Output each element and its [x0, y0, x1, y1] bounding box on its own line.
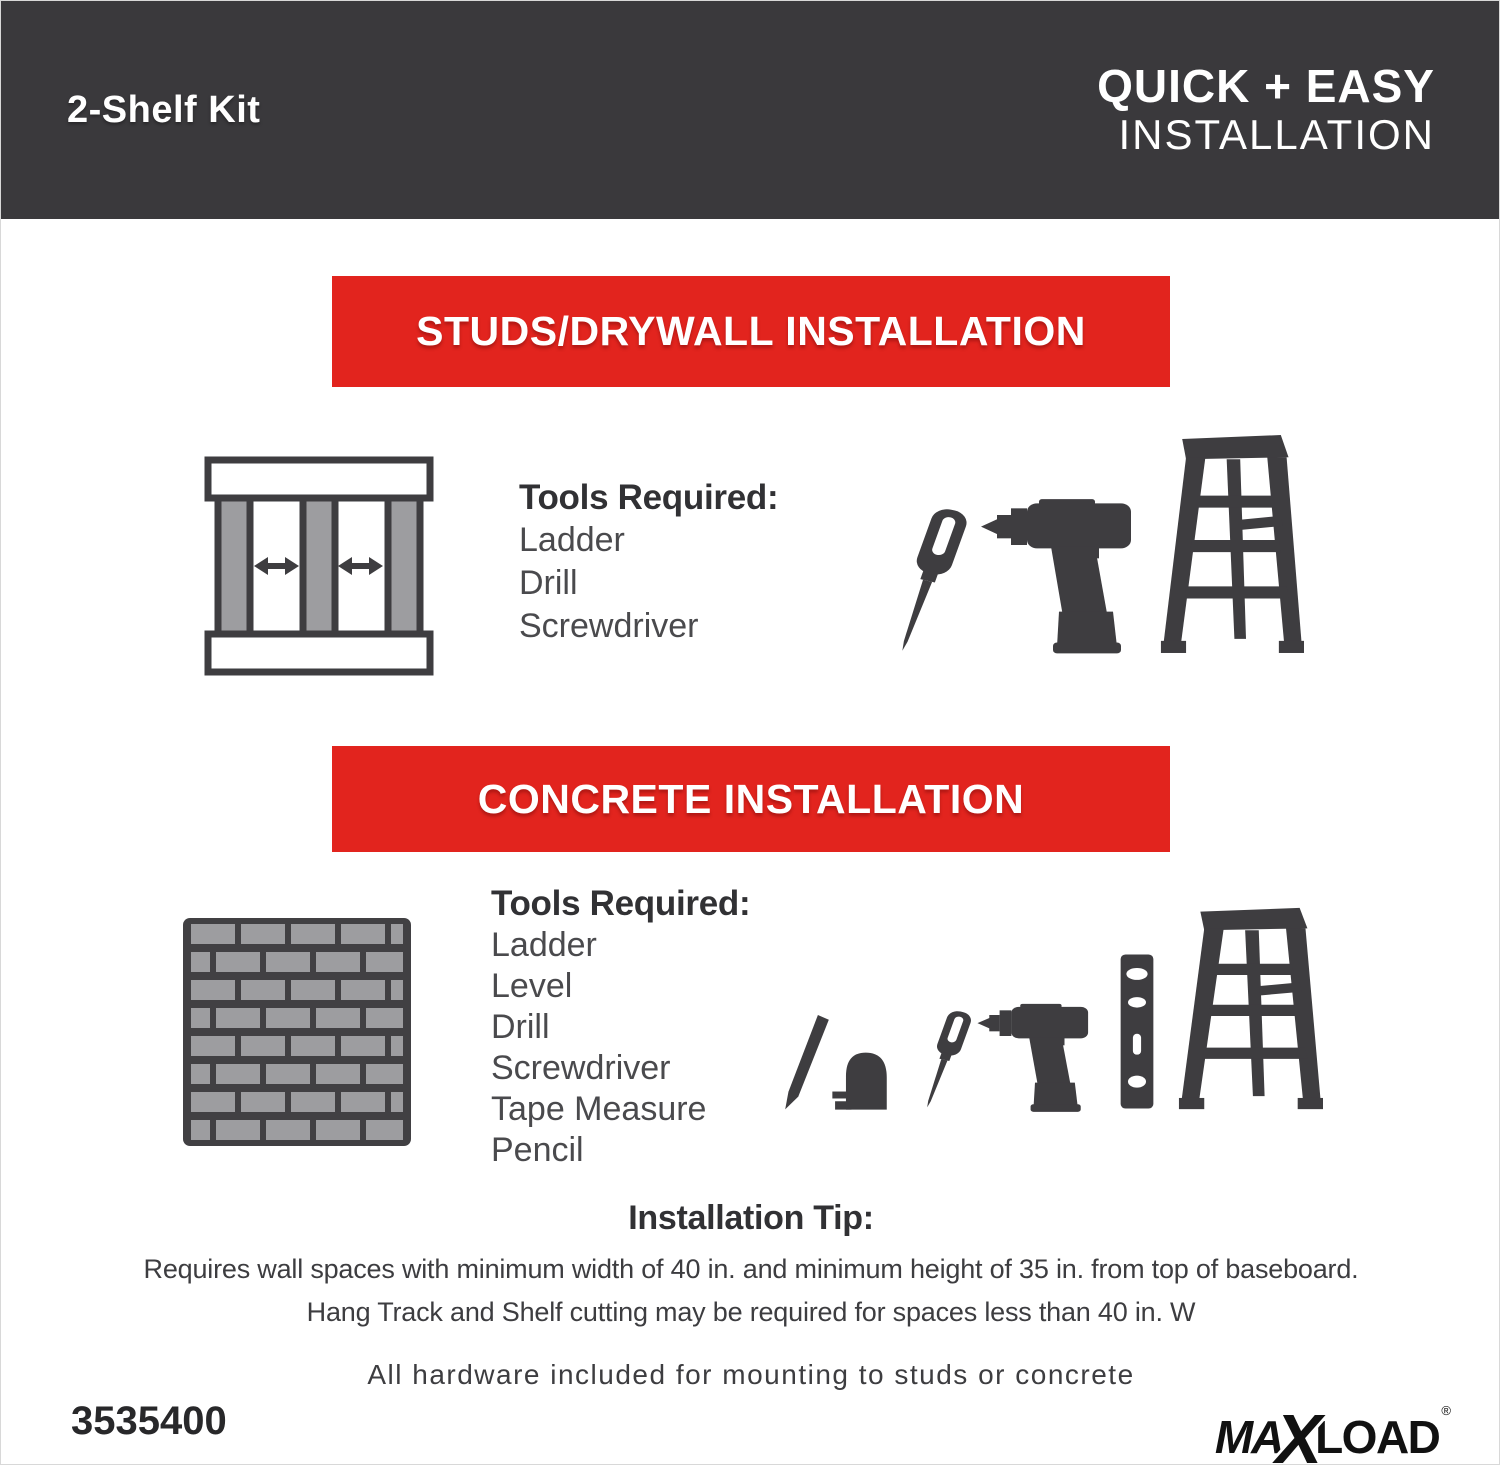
ladder-icon: [1159, 433, 1304, 655]
pencil-icon: [783, 1015, 831, 1111]
tool-item: Drill: [519, 564, 578, 602]
tool-item: Screwdriver: [519, 607, 699, 645]
tools-required-concrete: [491, 883, 750, 1171]
tool-item: Screwdriver: [491, 1049, 671, 1087]
studs-drywall-banner-label: STUDS/DRYWALL INSTALLATION: [416, 308, 1086, 354]
installation-tip-line1: Requires wall spaces with minimum width of 40 in. and minimum height of 35 in. from top of baseboard.: [143, 1254, 1359, 1284]
installation-tip-heading: Installation Tip:: [628, 1199, 874, 1237]
tape-measure-icon: [831, 1047, 899, 1111]
tagline-line1: QUICK + EASY: [1097, 59, 1435, 112]
tool-item: Pencil: [491, 1131, 584, 1169]
registered-trademark-icon: ®: [1441, 1403, 1451, 1418]
tagline-line2: INSTALLATION: [1118, 111, 1435, 159]
tool-item: Level: [491, 967, 573, 1005]
sku-number: 3535400: [71, 1399, 227, 1443]
header-bar: [1, 1, 1500, 219]
concrete-banner-label: CONCRETE INSTALLATION: [477, 775, 1025, 822]
drill-icon: [976, 1001, 1094, 1113]
tools-required-studs: [519, 477, 778, 648]
maxload-logo-ma: MA: [1214, 1411, 1283, 1463]
tool-item: Drill: [491, 1008, 550, 1046]
brick-wall-icon: [183, 918, 411, 1146]
tools-required-heading: Tools Required:: [491, 884, 751, 923]
concrete-banner: [332, 746, 1170, 852]
maxload-logo: [1215, 1397, 1451, 1465]
studs-drywall-banner: [332, 276, 1170, 387]
tools-required-heading: Tools Required:: [519, 478, 779, 517]
tool-item: Tape Measure: [491, 1090, 707, 1128]
tool-item: Ladder: [491, 926, 597, 964]
maxload-logo-load: LOAD: [1315, 1411, 1440, 1463]
installation-tip-line2: Hang Track and Shelf cutting may be required for spaces less than 40 in. W: [306, 1297, 1196, 1327]
screwdriver-icon: [886, 506, 971, 656]
level-icon: [1119, 953, 1155, 1110]
product-title: 2-Shelf Kit: [67, 88, 261, 131]
screwdriver-icon: [916, 1009, 974, 1111]
studs-wall-diagram-icon: [196, 454, 442, 678]
tagline: [1097, 59, 1435, 159]
ladder-icon: [1177, 906, 1323, 1111]
drill-icon: [979, 495, 1139, 655]
tool-item: Ladder: [519, 521, 625, 559]
hardware-note: All hardware included for mounting to studs or concrete: [367, 1359, 1135, 1390]
maxload-logo-x: X: [1275, 1400, 1323, 1465]
